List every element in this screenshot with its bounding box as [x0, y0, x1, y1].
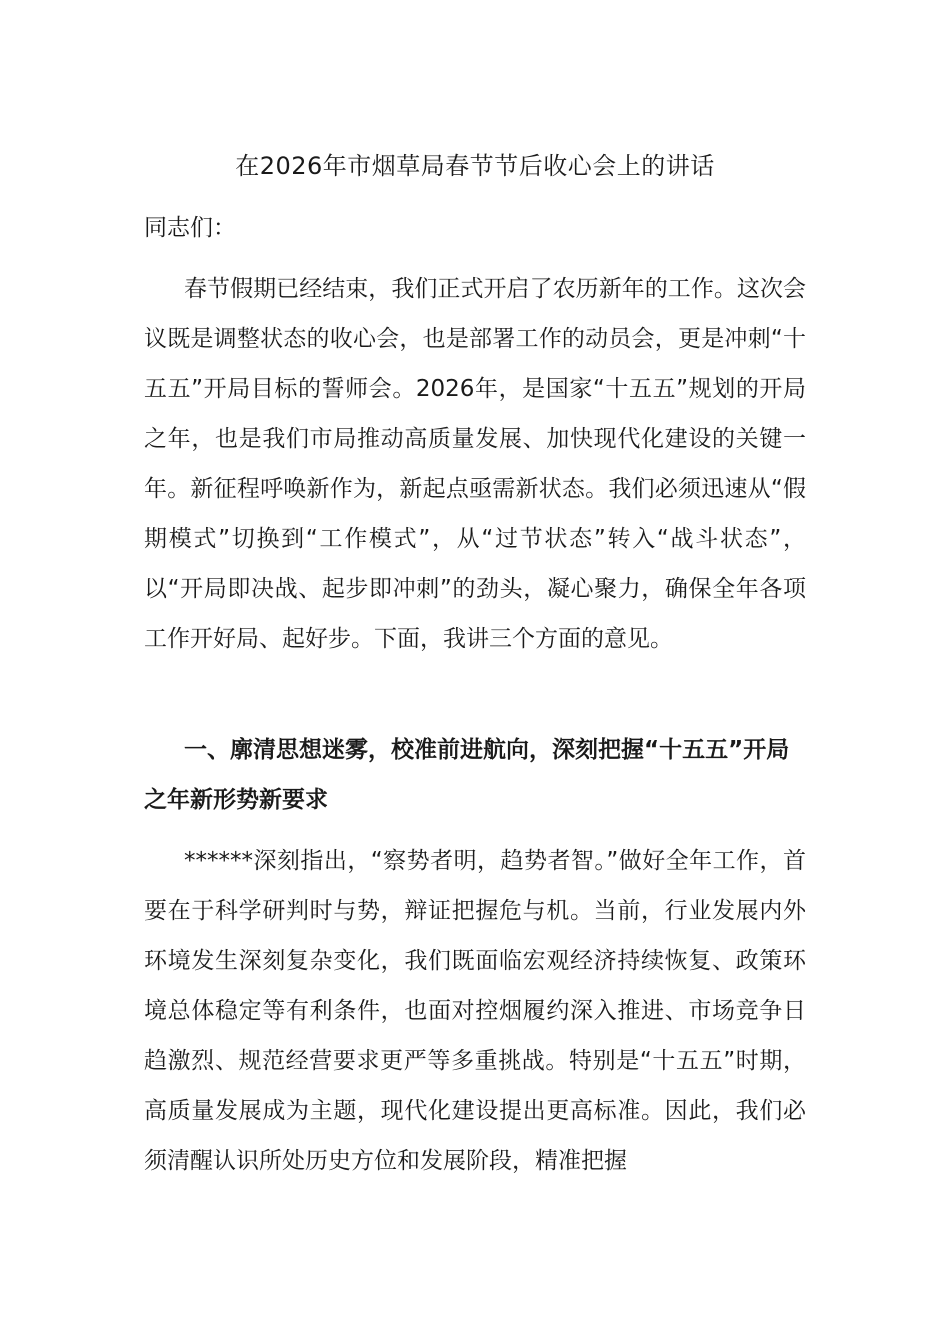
- document-title: 在2026年市烟草局春节节后收心会上的讲话: [235, 152, 715, 180]
- section-heading: 一、廓清思想迷雾，校准前进航向，深刻把握“十五五”开局之年新形势新要求: [144, 737, 790, 813]
- salutation: 同志们：: [144, 215, 236, 241]
- body-paragraph: ******深刻指出，“察势者明，趋势者智。”做好全年工作，首要在于科学研判时与势，辩证把握危与机。当前，行业发展内外环境发生深刻复杂变化，我们既面临宏观经济持续恢复、政策环境总体稳定等有利条件，也面对控烟履约深入推进、市场竞争日趋激烈、规范经营要求更严等多重挑战。特别是“十五五”时期，高质量发展成为主题，现代化建设提出更高标准。因此，我们必须清醒认识所处历史方位和发展阶段，精准把握: [144, 848, 806, 1174]
- body-paragraph: 春节假期已经结束，我们正式开启了农历新年的工作。这次会议既是调整状态的收心会，也是部署工作的动员会，更是冲刺“十五五”开局目标的誓师会。2026年，是国家“十五五”规划的开局之年，也是我们市局推动高质量发展、加快现代化建设的关键一年。新征程呼唤新作为，新起点亟需新状态。我们必须迅速从“假期模式”切换到“工作模式”，从“过节状态”转入“战斗状态”，以“开局即决战、起步即冲刺”的劲头，凝心聚力，确保全年各项工作开好局、起好步。下面，我讲三个方面的意见。: [144, 276, 806, 652]
